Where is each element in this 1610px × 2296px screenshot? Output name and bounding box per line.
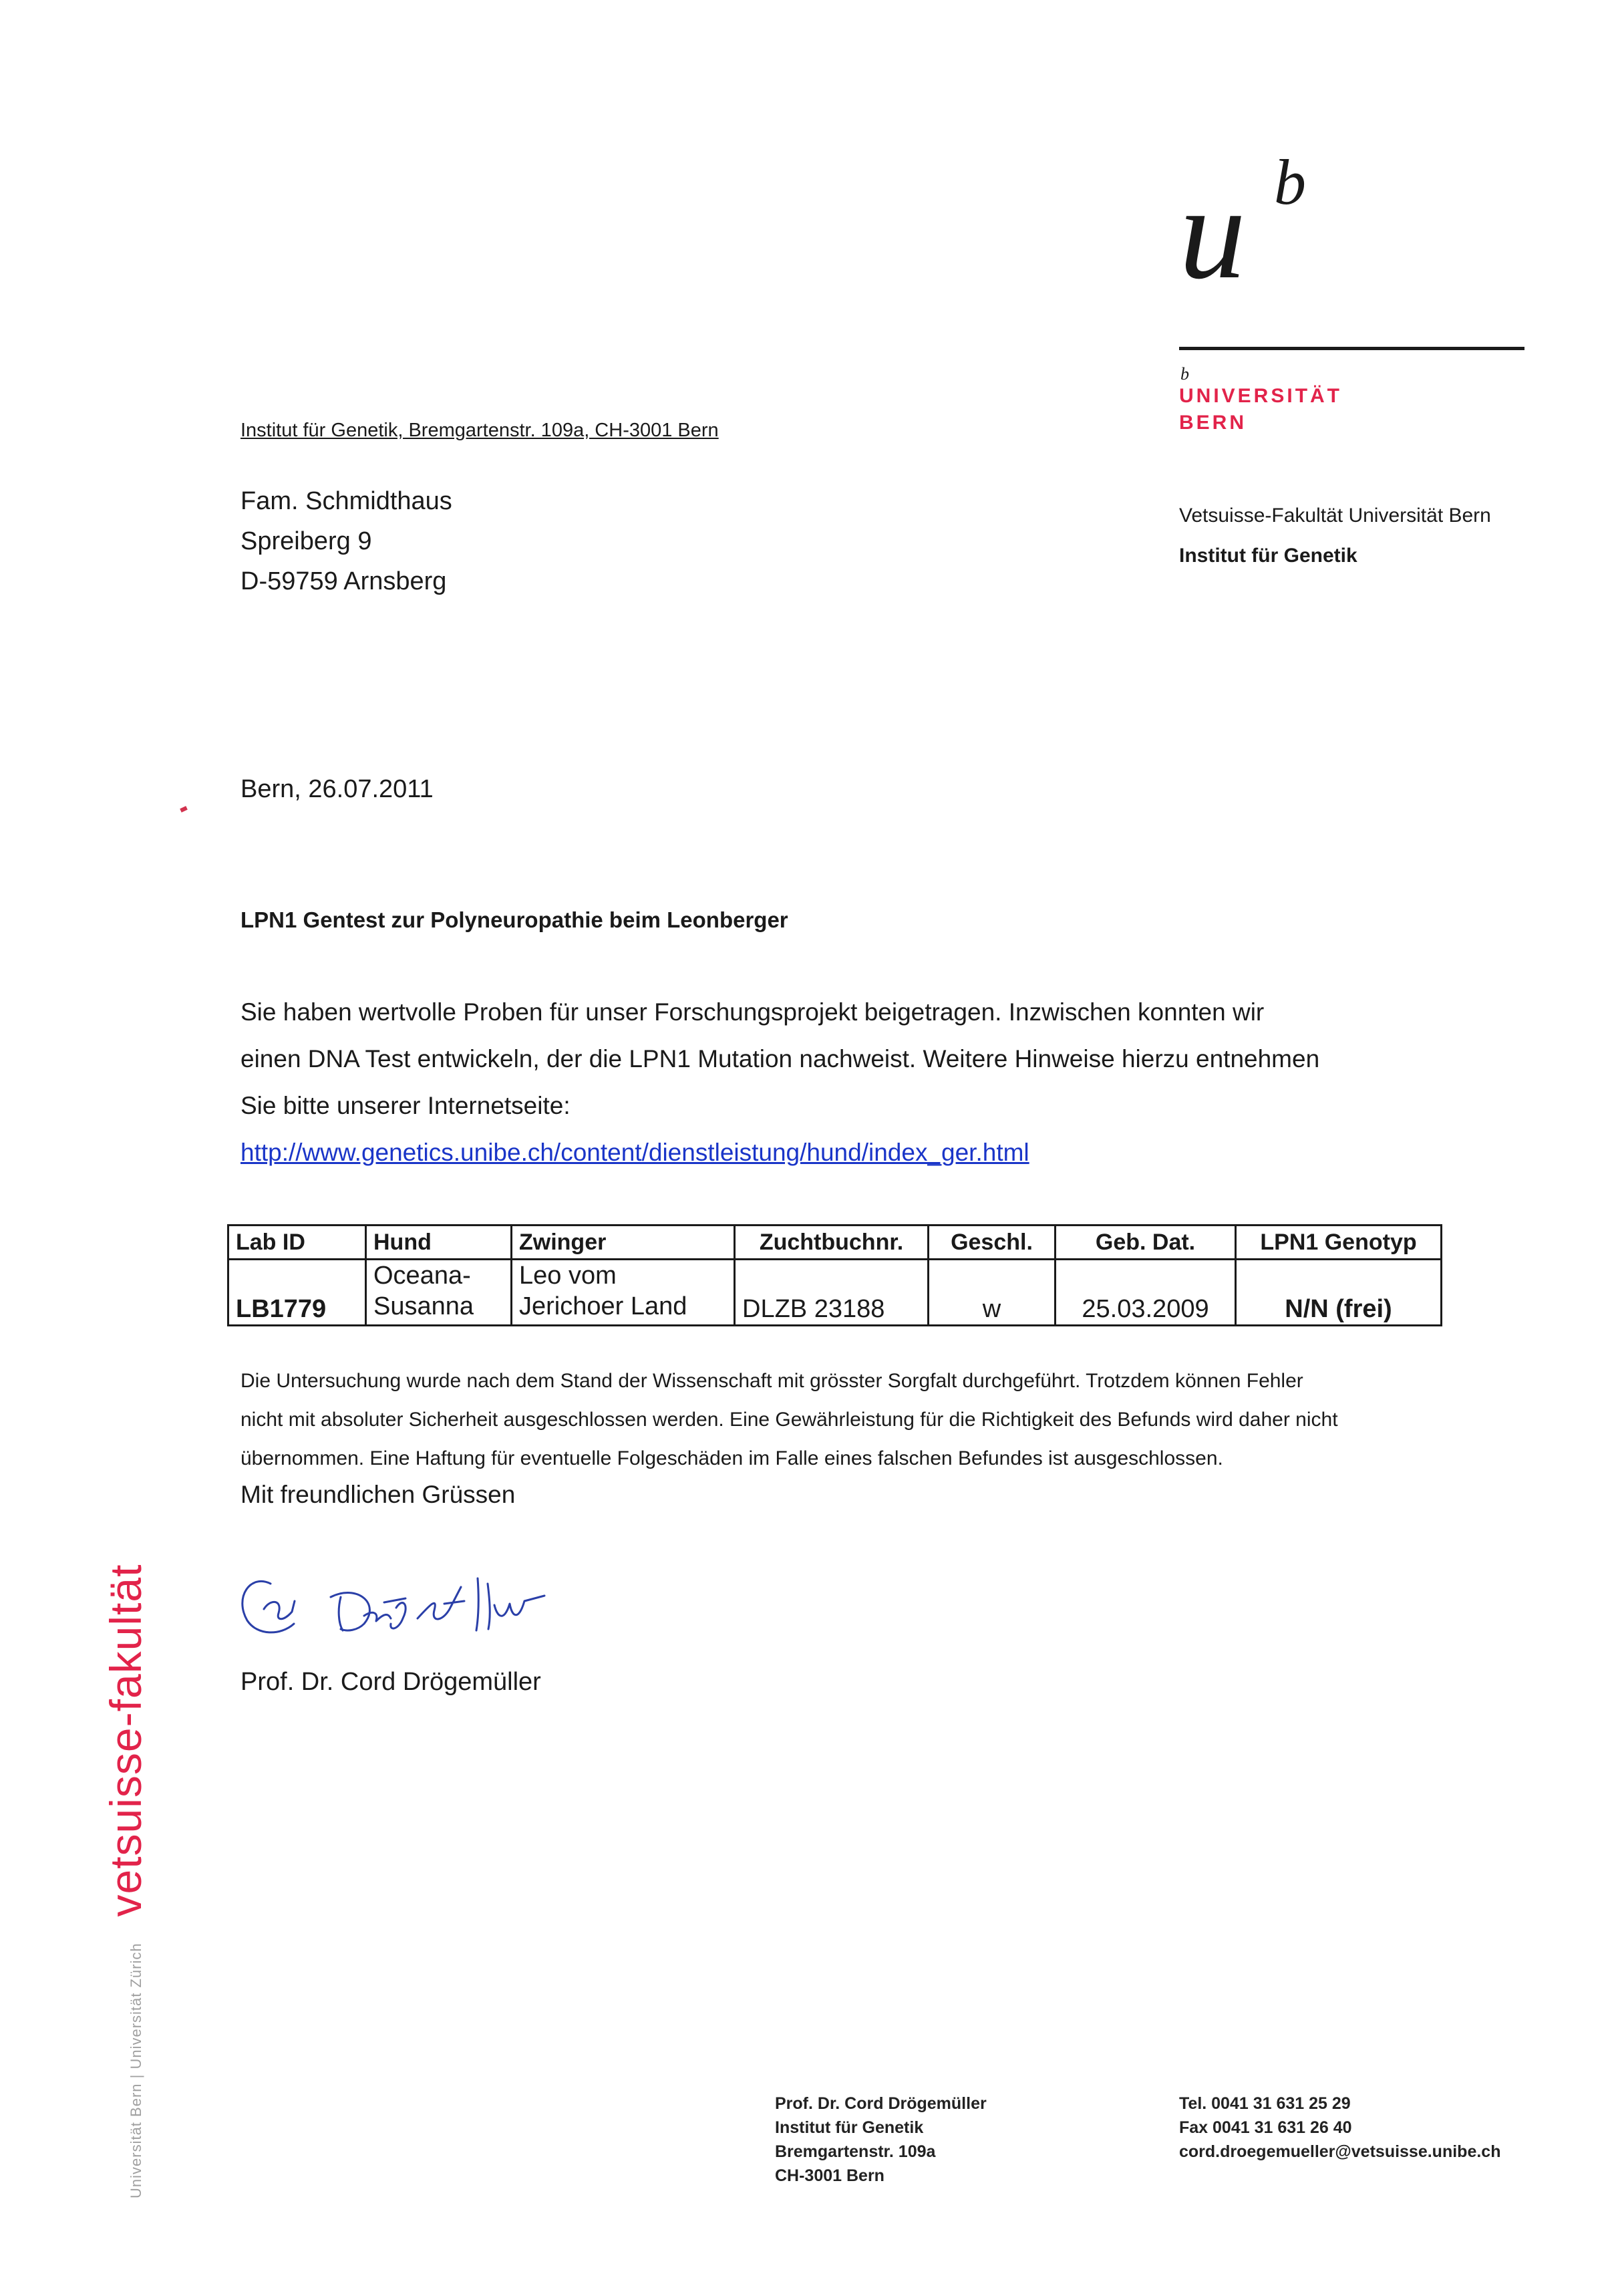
university-logo: [1179, 144, 1333, 297]
side-universities: Universität Bern | Universität Zürich: [128, 1943, 144, 2198]
cell-genotyp: N/N (frei): [1236, 1260, 1442, 1326]
recipient-name: Fam. Schmidthaus: [240, 487, 452, 515]
header-lab-id: Lab ID: [228, 1226, 366, 1260]
footer-email[interactable]: cord.droegemueller@vetsuisse.unibe.ch: [1179, 2142, 1501, 2161]
recipient-street: Spreiberg 9: [240, 527, 372, 555]
disclaimer: [240, 1362, 1510, 1478]
header-zwinger: Zwinger: [512, 1226, 735, 1260]
results-table: [227, 1224, 1442, 1326]
zwinger-line1: Leo vom: [519, 1262, 617, 1290]
zwinger-line2: Jerichoer Land: [519, 1292, 687, 1320]
footer-address: [775, 2092, 987, 2188]
body-line-3: Sie bitte unserer Internetseite:: [240, 1092, 571, 1119]
university-name: [1179, 383, 1342, 436]
hund-line2: Susanna: [373, 1292, 474, 1320]
university-line2: BERN: [1179, 412, 1247, 434]
side-faculty: vetsuisse-fakultät: [101, 1564, 150, 1917]
header-genotyp: LPN1 Genotyp: [1236, 1226, 1442, 1260]
letter-body: [240, 989, 1476, 1176]
header-zuchtbuchnr: Zuchtbuchnr.: [735, 1226, 929, 1260]
website-link[interactable]: http://www.genetics.unibe.ch/content/dienstleistung/hund/index_ger.html: [240, 1139, 1029, 1166]
logo-b-superscript: b: [1274, 146, 1306, 218]
header-geb-dat: Geb. Dat.: [1056, 1226, 1236, 1260]
header-geschl: Geschl.: [929, 1226, 1056, 1260]
cell-hund: [366, 1260, 512, 1326]
sender-address-line: Institut für Genetik, Bremgartenstr. 109a, CH-3001 Bern: [240, 420, 719, 441]
logo-rule: [1179, 347, 1524, 350]
letter-date: Bern, 26.07.2011: [240, 775, 434, 803]
cell-zuchtbuchnr: DLZB 23188: [735, 1260, 929, 1326]
disclaimer-line-3: übernommen. Eine Haftung für eventuelle Folgeschäden im Falle eines falschen Befundes ist ausgeschlossen.: [240, 1447, 1223, 1469]
table-row: [228, 1260, 1442, 1326]
hund-line1: Oceana-: [373, 1262, 471, 1290]
signer-name: Prof. Dr. Cord Drögemüller: [240, 1668, 541, 1696]
cell-zwinger: [512, 1260, 735, 1326]
footer-left-line3: Bremgartenstr. 109a: [775, 2142, 936, 2161]
institute-name: Institut für Genetik: [1179, 545, 1357, 567]
university-line1: UNIVERSITÄT: [1179, 385, 1343, 407]
footer-phone: Tel. 0041 31 631 25 29: [1179, 2094, 1351, 2113]
logo-u: u: [1179, 159, 1246, 297]
footer-left-line2: Institut für Genetik: [775, 2118, 924, 2137]
closing-greeting: Mit freundlichen Grüssen: [240, 1481, 516, 1508]
table-header-row: [228, 1226, 1442, 1260]
footer-fax: Fax 0041 31 631 26 40: [1179, 2118, 1352, 2137]
header-hund: Hund: [366, 1226, 512, 1260]
fold-mark: [180, 806, 188, 813]
cell-geb-dat: 25.03.2009: [1056, 1260, 1236, 1326]
body-line-1: Sie haben wertvolle Proben für unser Forschungsprojekt beigetragen. Inzwischen konnten wir: [240, 998, 1265, 1026]
handwritten-signature: [230, 1557, 605, 1657]
letter-subject: LPN1 Gentest zur Polyneuropathie beim Leonberger: [240, 907, 788, 932]
disclaimer-line-2: nicht mit absoluter Sicherheit ausgeschlossen werden. Eine Gewährleistung für die Richtigkeit des Befunds wird daher nicht: [240, 1409, 1338, 1431]
footer-left-line1: Prof. Dr. Cord Drögemüller: [775, 2094, 987, 2113]
disclaimer-line-1: Die Untersuchung wurde nach dem Stand der Wissenschaft mit grösster Sorgfalt durchgeführt. Trotzdem können Fehler: [240, 1370, 1303, 1392]
recipient-city: D-59759 Arnsberg: [240, 567, 447, 595]
logo-small-b: b: [1180, 364, 1189, 384]
recipient-address: [240, 481, 452, 601]
footer-contact: [1179, 2092, 1500, 2164]
body-line-2: einen DNA Test entwickeln, der die LPN1 Mutation nachweist. Weitere Hinweise hierzu entnehmen: [240, 1045, 1320, 1072]
footer-left-line4: CH-3001 Bern: [775, 2166, 884, 2185]
cell-geschl: w: [929, 1260, 1056, 1326]
faculty-name: Vetsuisse-Fakultät Universität Bern: [1179, 505, 1491, 527]
cell-lab-id: LB1779: [228, 1260, 366, 1326]
vertical-faculty-branding: [100, 1564, 151, 2198]
